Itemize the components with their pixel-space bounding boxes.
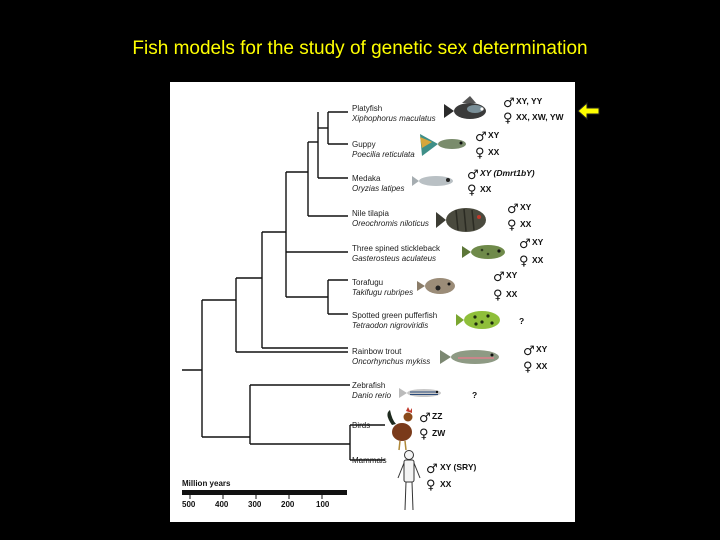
species-common-name: Birds	[352, 421, 371, 430]
species-latin-name: Oryzias latipes	[352, 184, 405, 193]
unknown-karyotype: ?	[519, 316, 525, 326]
female-symbol-icon: ♀	[493, 288, 503, 303]
species-common-name: Nile tilapia	[352, 209, 389, 218]
male-symbol-icon: ♂	[519, 237, 531, 252]
species-latin-name: Danio rerio	[352, 391, 392, 400]
spotted-pufferfish-image	[456, 311, 500, 329]
species-latin-name: Tetraodon nigroviridis	[352, 321, 429, 330]
species-common-name: Guppy	[352, 140, 376, 149]
female-karyotype: ZW	[432, 428, 446, 438]
species-common-name: Platyfish	[352, 104, 383, 113]
male-karyotype: XY, YY	[516, 96, 543, 106]
scale-bar	[182, 490, 347, 495]
male-symbol-icon: ♂	[523, 344, 535, 359]
female-symbol-icon: ♀	[503, 111, 513, 126]
species-common-name: Three spined stickleback	[352, 244, 441, 253]
zebrafish-image	[399, 388, 441, 398]
male-karyotype: XY (Dmrt1bY)	[480, 168, 535, 178]
species-latin-name: Oncorhynchus mykiss	[352, 357, 431, 366]
human-figure-image	[398, 451, 420, 511]
species-common-name: Medaka	[352, 174, 381, 183]
scale-tick-label: 100	[316, 500, 330, 509]
phylogenetic-tree	[170, 82, 575, 522]
scale-ticks	[190, 495, 322, 499]
female-symbol-icon: ♀	[507, 218, 517, 233]
rooster-image	[387, 407, 412, 450]
scale-tick-label: 200	[281, 500, 295, 509]
female-karyotype: XX	[506, 289, 518, 299]
slide-title: Fish models for the study of genetic sex determination	[132, 38, 588, 59]
male-karyotype: XY	[520, 202, 532, 212]
male-karyotype: ZZ	[432, 411, 443, 421]
scale-label: Million years	[182, 479, 231, 488]
scale-tick-label: 300	[248, 500, 262, 509]
male-symbol-icon: ♂	[475, 130, 487, 145]
male-karyotype: XY	[506, 270, 518, 280]
karyotypes	[419, 96, 565, 493]
female-karyotype: XX	[520, 219, 532, 229]
stickleback-image	[462, 245, 505, 259]
male-karyotype: XY	[488, 130, 500, 140]
male-symbol-icon: ♂	[503, 96, 515, 111]
platyfish-image	[444, 96, 486, 119]
male-symbol-icon: ♂	[467, 168, 479, 183]
rainbow-trout-image	[440, 350, 499, 364]
species-latin-name: Xiphophorus maculatus	[352, 114, 436, 123]
male-symbol-icon: ♂	[507, 202, 519, 217]
time-scale	[182, 479, 347, 509]
species-latin-name: Takifugu rubripes	[352, 288, 414, 297]
female-symbol-icon: ♀	[475, 146, 485, 161]
male-karyotype: XY	[532, 237, 544, 247]
species-common-name: Spotted green pufferfish	[352, 311, 438, 320]
female-karyotype: XX	[536, 361, 548, 371]
guppy-image	[420, 134, 466, 156]
species-latin-name: Oreochromis niloticus	[352, 219, 429, 228]
left-arrow-icon	[577, 100, 601, 122]
species-common-name: Torafugu	[352, 278, 384, 287]
torafugu-image	[417, 278, 455, 294]
species-common-name: Rainbow trout	[352, 347, 402, 356]
nile-tilapia-image	[436, 208, 486, 232]
female-symbol-icon: ♀	[426, 478, 436, 493]
male-symbol-icon: ♂	[426, 462, 438, 477]
female-karyotype: XX	[532, 255, 544, 265]
species-latin-name: Poecilia reticulata	[352, 150, 415, 159]
unknown-karyotype: ?	[472, 390, 478, 400]
female-symbol-icon: ♀	[419, 427, 429, 442]
male-symbol-icon: ♂	[493, 270, 505, 285]
species-common-name: Zebrafish	[352, 381, 386, 390]
male-karyotype: XY	[536, 344, 548, 354]
scale-tick-label: 400	[215, 500, 229, 509]
female-karyotype: XX, XW, YW	[516, 112, 564, 122]
phylogeny-panel	[170, 82, 575, 522]
medaka-image	[412, 176, 453, 186]
scale-tick-label: 500	[182, 500, 196, 509]
species-common-name: Mammals	[352, 456, 387, 465]
female-karyotype: XX	[480, 184, 492, 194]
male-symbol-icon: ♂	[419, 411, 431, 426]
female-karyotype: XX	[488, 147, 500, 157]
species-latin-name: Gasterosteus aculateus	[352, 254, 437, 263]
female-karyotype: XX	[440, 479, 452, 489]
male-karyotype: XY (SRY)	[440, 462, 477, 472]
female-symbol-icon: ♀	[467, 183, 477, 198]
female-symbol-icon: ♀	[519, 254, 529, 269]
female-symbol-icon: ♀	[523, 360, 533, 375]
